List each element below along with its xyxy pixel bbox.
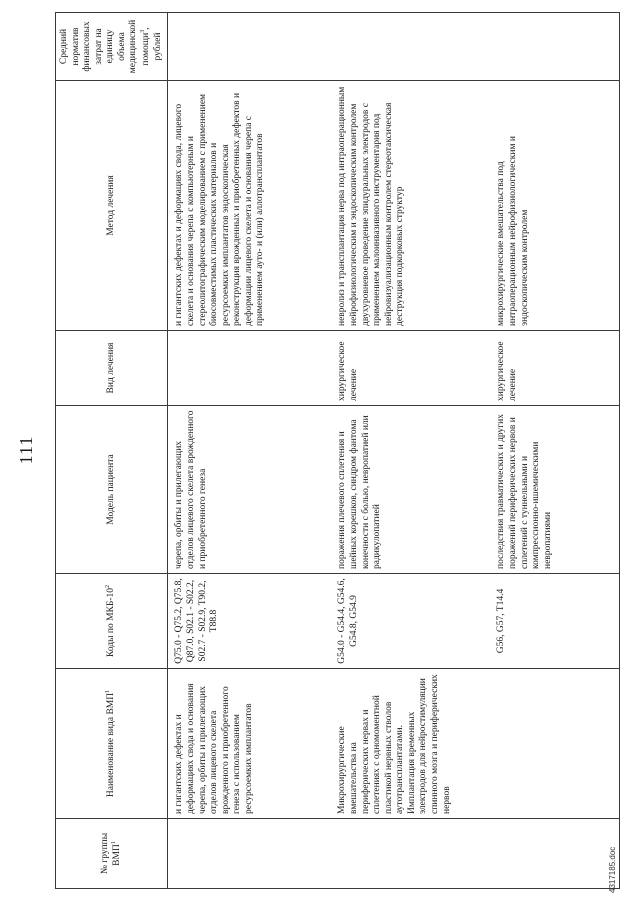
page-number: 111	[16, 435, 36, 465]
cell-codes: G56, G57, T14.4	[490, 574, 620, 669]
cell-group-no	[168, 819, 332, 889]
document-filename: 4317185.doc	[608, 846, 617, 893]
cell-method: невролиз и трансплантация нерва под интраоперационным нейрофизиологическим и эндоскопическим контролем двухуровневое проведение эпидуральных электродов с применением малоинвазивного инструментария под нейровизуализационным контролем стереотаксическая деструкция подкорковых структур	[331, 81, 490, 331]
cell-method: и гигантских дефектах и деформациях свода, лицевого скелета и основания черепа с компьютерным и стереолитографическим моделированием с применением биосовместимых пластических материалов и ресурсоемких имплантатов эндоскопическая реконструкция врожденных и приобретенных дефектов и деформации лицевого скелета и основания черепа с применением ауто- и (или) аллотрансплантатов	[168, 81, 332, 331]
cell-treatment-type: хирургическое лечение	[490, 331, 620, 406]
table-row	[490, 13, 620, 889]
cell-codes: Q75.0 - Q75.2, Q75.8, Q87.0, S02.1 - S02.2, S02.7 - S02.9, T90.2, T88.8	[168, 574, 332, 669]
table-row	[168, 13, 332, 889]
cell-treatment-type	[168, 331, 332, 406]
table-row	[331, 13, 490, 889]
cell-treatment-type: хирургическое лечение	[331, 331, 490, 406]
header-name: Наименование вида ВМП$^1$	[56, 669, 168, 819]
cell-group-no	[331, 819, 490, 889]
header-treatment-type: Вид лечения	[56, 331, 168, 406]
header-group-no: № группы ВМП$^1$	[56, 819, 168, 889]
cell-cost	[490, 13, 620, 81]
cell-cost	[168, 13, 332, 81]
cell-model: последствия травматических и других поражений периферических нервов и сплетений с туннельными и компрессионно-ишемическими невропатиями	[490, 406, 620, 574]
header-method: Метод лечения	[56, 81, 168, 331]
cell-method: микрохирургические вмешательства под интраоперационным нейрофизиологическим и эндоскопическим контролем	[490, 81, 620, 331]
cell-name: Микрохирургические вмешательства на периферических нервах и сплетениях с одномоментной пластикой нервных стволов аутотрансплантатами. Имплантация временных электродов для нейростимуляции спинного мозга и периферических нервов	[331, 669, 490, 819]
header-model: Модель пациента	[56, 406, 168, 574]
cell-name	[490, 669, 620, 819]
vmp-table	[55, 12, 620, 889]
cell-codes: G54.0 - G54.4, G54.6, G54.8, G54.9	[331, 574, 490, 669]
header-cost: Средний норматив финансовых затрат на единицу объема медицинской помощи$^3$, рублей	[56, 13, 168, 81]
cell-cost	[331, 13, 490, 81]
table-header-row	[56, 13, 168, 889]
header-codes: Коды по МКБ-$10^2$	[56, 574, 168, 669]
cell-model: черепа, орбиты и прилегающих отделов лицевого скелета врожденного и приобретенного генеза	[168, 406, 332, 574]
cell-group-no	[490, 819, 620, 889]
cell-model: поражения плечевого сплетения и шейных корешков, синдром фантома конечности с болью, невропатией или радикулопатией	[331, 406, 490, 574]
cell-name: и гигантских дефектах и деформациях свода и основания черепа, орбиты и прилегающих отделов лицевого скелета врожденного и приобретенного генеза с использованием ресурсоемких имплантатов	[168, 669, 332, 819]
